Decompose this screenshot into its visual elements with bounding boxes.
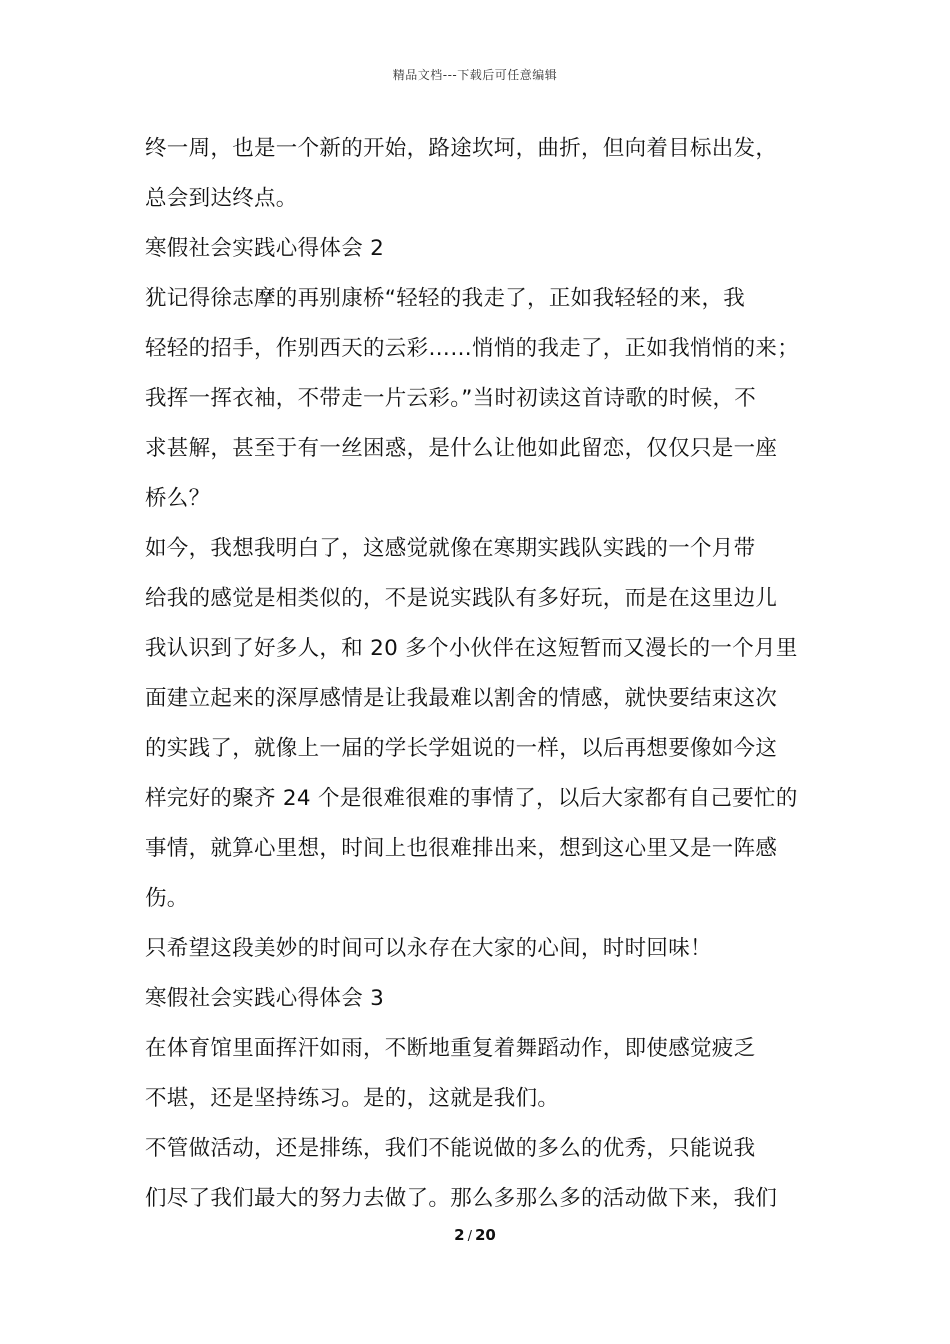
text-line: 伤。 [145,886,189,911]
text-line: 样完好的聚齐 24 个是很难很难的事情了，以后大家都有自己要忙的 [145,786,798,811]
text-line: 给我的感觉是相类似的，不是说实践队有多好玩，而是在这里边儿 [145,586,778,611]
text-line: 终一周，也是一个新的开始，路途坎坷，曲折，但向着目标出发， [145,136,778,161]
text-line: 不管做活动，还是排练，我们不能说做的多么的优秀，只能说我 [145,1136,756,1161]
text-line: 事情，就算心里想，时间上也很难排出来，想到这心里又是一阵感 [145,836,778,861]
text-line: 犹记得徐志摩的再别康桥“轻轻的我走了，正如我轻轻的来，我 [145,286,746,311]
text-line: 我认识到了好多人，和 20 多个小伙伴在这短暂而又漫长的一个月里 [145,636,798,661]
page-separator: / [467,1229,472,1244]
section-heading: 寒假社会实践心得体会 3 [145,986,385,1011]
page-header: 精品文档---下载后可任意编辑 [392,68,558,82]
text-line: 如今，我想我明白了，这感觉就像在寒期实践队实践的一个月带 [145,536,756,561]
text-line: 只希望这段美妙的时间可以永存在大家的心间，时时回味！ [145,936,712,961]
document-body [145,124,815,1224]
text-line: 在体育馆里面挥汗如雨，不断地重复着舞蹈动作，即使感觉疲乏 [145,1036,756,1061]
section-heading: 寒假社会实践心得体会 2 [145,236,385,261]
text-line: 总会到达终点。 [145,186,298,211]
total-pages: 20 [474,1226,496,1244]
text-line: 桥么？ [145,486,211,511]
text-line: 的实践了，就像上一届的学长学姐说的一样，以后再想要像如今这 [145,736,778,761]
text-line: 不堪，还是坚持练习。是的，这就是我们。 [145,1086,560,1111]
current-page: 2 [454,1226,465,1244]
text-line: 轻轻的招手，作别西天的云彩……悄悄的我走了，正如我悄悄的来； [145,336,800,361]
page-number [0,1226,950,1244]
text-line: 们尽了我们最大的努力去做了。那么多那么多的活动做下来，我们 [145,1186,778,1211]
text-line: 求甚解，甚至于有一丝困惑，是什么让他如此留恋，仅仅只是一座 [145,436,778,461]
text-line: 我挥一挥衣袖，不带走一片云彩。”当时初读这首诗歌的时候，不 [145,386,757,411]
text-line: 面建立起来的深厚感情是让我最难以割舍的情感，就快要结束这次 [145,686,778,711]
